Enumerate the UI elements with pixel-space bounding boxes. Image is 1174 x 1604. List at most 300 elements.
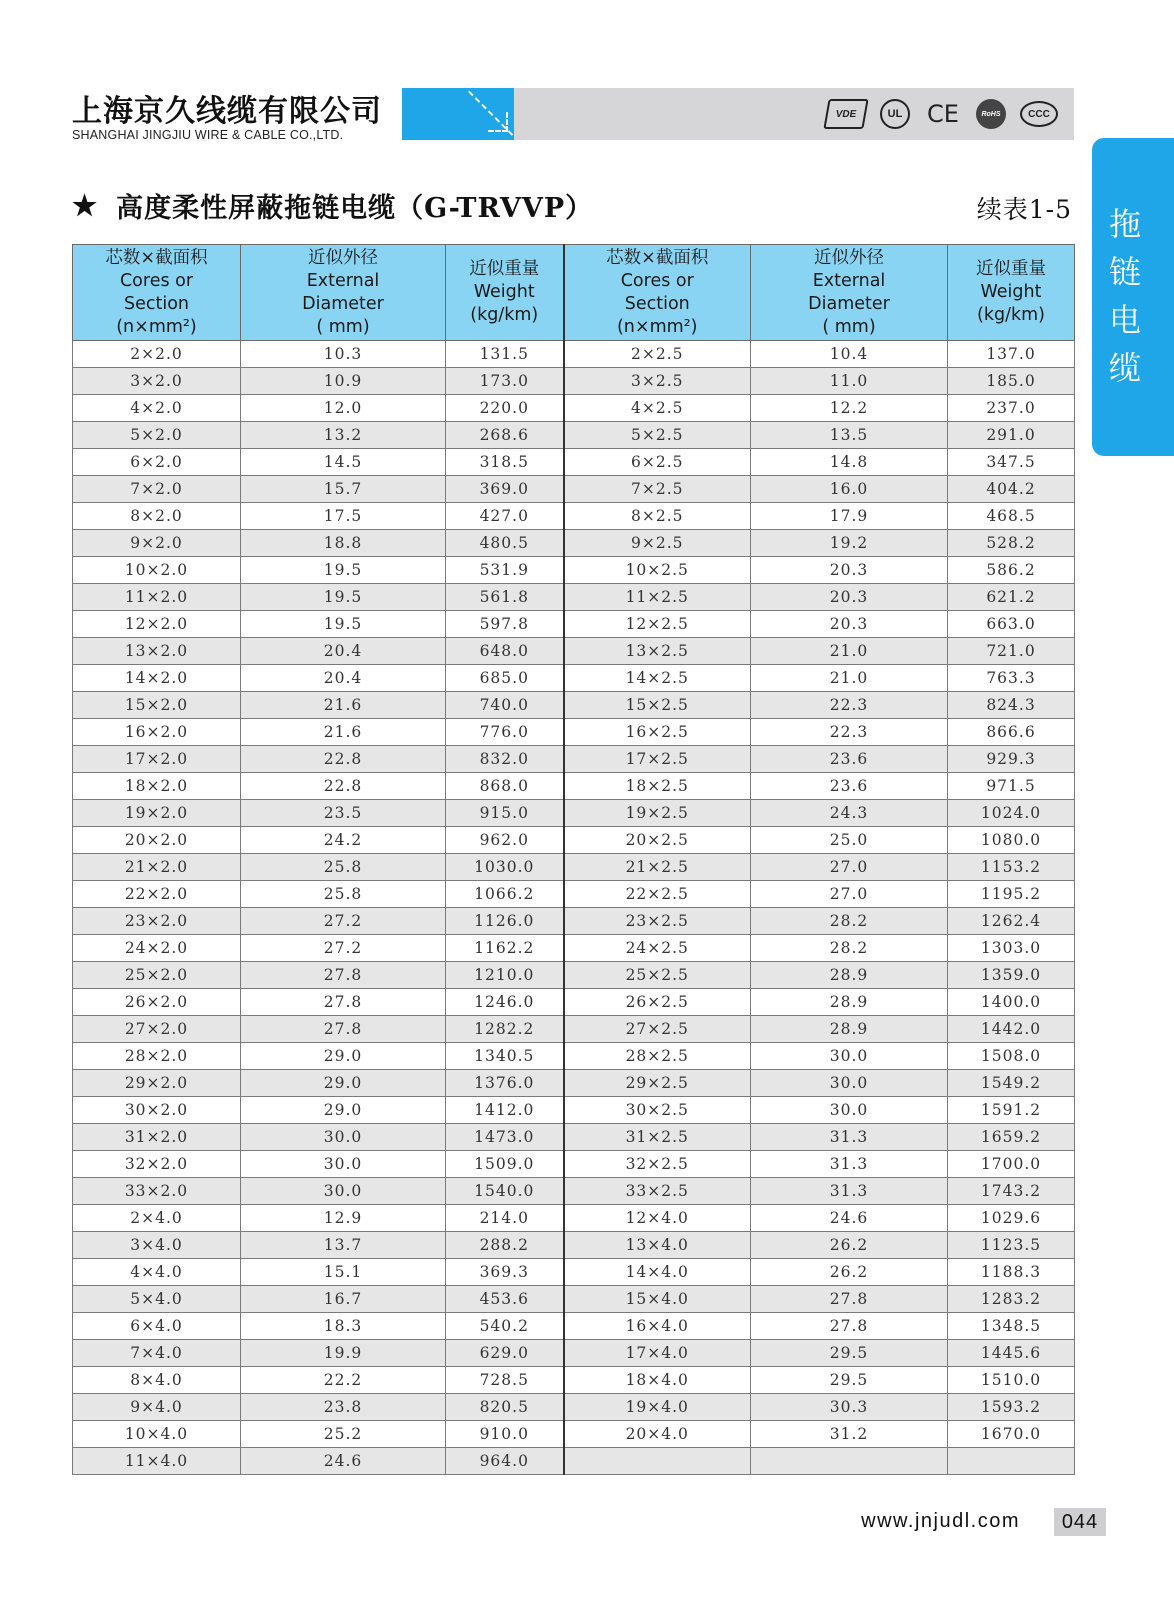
diameter-cell: 27.0 (751, 854, 948, 881)
weight-cell: 1126.0 (446, 908, 564, 935)
weight-cell: 531.9 (446, 557, 564, 584)
table-row (73, 395, 1075, 422)
diameter-cell: 19.5 (241, 584, 446, 611)
diameter-cell: 21.0 (751, 638, 948, 665)
cores-cell: 17×4.0 (564, 1340, 751, 1367)
cores-cell: 10×4.0 (73, 1421, 241, 1448)
weight-cell: 586.2 (948, 557, 1075, 584)
section-side-tab[interactable] (1092, 138, 1174, 456)
diameter-cell: 29.0 (241, 1043, 446, 1070)
weight-cell: 173.0 (446, 368, 564, 395)
table-row (73, 719, 1075, 746)
diameter-cell: 28.9 (751, 962, 948, 989)
table-row (73, 692, 1075, 719)
header-external-diameter (751, 245, 948, 341)
table-row (73, 935, 1075, 962)
header-line: Diameter (302, 293, 384, 314)
weight-cell: 1030.0 (446, 854, 564, 881)
header-line: Cores or (620, 270, 694, 291)
weight-cell: 237.0 (948, 395, 1075, 422)
diameter-cell: 15.1 (241, 1259, 446, 1286)
weight-cell: 820.5 (446, 1394, 564, 1421)
cores-cell: 5×2.5 (564, 422, 751, 449)
diameter-cell: 28.2 (751, 908, 948, 935)
diameter-cell: 28.9 (751, 989, 948, 1016)
weight-cell: 663.0 (948, 611, 1075, 638)
cores-cell: 21×2.0 (73, 854, 241, 881)
header-weight (948, 245, 1075, 341)
cores-cell: 13×2.0 (73, 638, 241, 665)
cores-cell: 9×2.5 (564, 530, 751, 557)
cores-cell: 24×2.0 (73, 935, 241, 962)
table-row (73, 557, 1075, 584)
diameter-cell: 31.3 (751, 1124, 948, 1151)
weight-cell: 868.0 (446, 773, 564, 800)
weight-cell: 1188.3 (948, 1259, 1075, 1286)
weight-cell: 832.0 (446, 746, 564, 773)
weight-cell: 1445.6 (948, 1340, 1075, 1367)
diameter-cell: 26.2 (751, 1232, 948, 1259)
table-row (73, 611, 1075, 638)
table-continuation-label: 续表1-5 (976, 195, 1072, 224)
table-row (73, 1016, 1075, 1043)
diameter-cell: 19.9 (241, 1340, 446, 1367)
cores-cell: 28×2.0 (73, 1043, 241, 1070)
table-row (73, 827, 1075, 854)
diameter-cell: 29.5 (751, 1367, 948, 1394)
cores-cell: 2×2.0 (73, 341, 241, 368)
weight-cell: 1591.2 (948, 1097, 1075, 1124)
cores-cell: 17×2.0 (73, 746, 241, 773)
table-row (73, 368, 1075, 395)
weight-cell: 597.8 (446, 611, 564, 638)
cores-cell: 20×2.5 (564, 827, 751, 854)
header-line: (n×mm²) (116, 316, 197, 337)
weight-cell: 1593.2 (948, 1394, 1075, 1421)
weight-cell: 1262.4 (948, 908, 1075, 935)
cores-cell: 8×4.0 (73, 1367, 241, 1394)
page-title (72, 186, 593, 225)
table-row (73, 1070, 1075, 1097)
weight-cell: 291.0 (948, 422, 1075, 449)
diameter-cell: 31.2 (751, 1421, 948, 1448)
cores-cell: 9×4.0 (73, 1394, 241, 1421)
cable-spec-table (72, 244, 1075, 1475)
cores-cell: 15×2.5 (564, 692, 751, 719)
cores-cell: 13×4.0 (564, 1232, 751, 1259)
side-tab-char: 电 (1108, 301, 1141, 339)
diameter-cell: 25.8 (241, 881, 446, 908)
table-row (73, 476, 1075, 503)
weight-cell: 1283.2 (948, 1286, 1075, 1313)
cores-cell: 5×2.0 (73, 422, 241, 449)
header-line: External (812, 270, 886, 291)
cores-cell: 24×2.5 (564, 935, 751, 962)
weight-cell: 728.5 (446, 1367, 564, 1394)
cores-cell: 26×2.5 (564, 989, 751, 1016)
diameter-cell: 12.0 (241, 395, 446, 422)
header-line: Section (624, 293, 690, 314)
diameter-cell: 19.5 (241, 557, 446, 584)
cores-cell: 14×2.5 (564, 665, 751, 692)
weight-cell: 929.3 (948, 746, 1075, 773)
diameter-cell: 29.0 (241, 1070, 446, 1097)
table-row (73, 1232, 1075, 1259)
diameter-cell: 30.0 (241, 1151, 446, 1178)
cores-cell: 12×4.0 (564, 1205, 751, 1232)
cores-cell: 6×4.0 (73, 1313, 241, 1340)
header-line: 近似重量 (469, 259, 540, 279)
table-row (73, 908, 1075, 935)
cores-cell: 26×2.0 (73, 989, 241, 1016)
cores-cell: 20×2.0 (73, 827, 241, 854)
diameter-cell: 27.8 (751, 1286, 948, 1313)
weight-cell: 480.5 (446, 530, 564, 557)
weight-cell: 131.5 (446, 341, 564, 368)
diameter-cell: 12.9 (241, 1205, 446, 1232)
diameter-cell: 10.9 (241, 368, 446, 395)
header-line: Weight (473, 282, 535, 302)
table-row (73, 962, 1075, 989)
cores-cell: 23×2.5 (564, 908, 751, 935)
header-cores-section (73, 245, 241, 341)
weight-cell: 220.0 (446, 395, 564, 422)
weight-cell (948, 1448, 1075, 1475)
header-accent-block (402, 88, 514, 140)
weight-cell: 740.0 (446, 692, 564, 719)
table-row (73, 341, 1075, 368)
weight-cell: 1442.0 (948, 1016, 1075, 1043)
header-line: 近似重量 (976, 259, 1046, 279)
diameter-cell: 20.3 (751, 611, 948, 638)
diameter-cell: 30.0 (241, 1124, 446, 1151)
header-line: 芯数×截面积 (105, 247, 208, 268)
diameter-cell: 21.0 (751, 665, 948, 692)
table-row (73, 1313, 1075, 1340)
page-title-text: 高度柔性屏蔽拖链电缆（G-TRVVP） (116, 193, 594, 224)
weight-cell: 915.0 (446, 800, 564, 827)
side-tab-char: 链 (1108, 253, 1141, 291)
star-icon: ★ (72, 189, 99, 222)
cores-cell: 19×4.0 (564, 1394, 751, 1421)
diameter-cell: 29.5 (751, 1340, 948, 1367)
diameter-cell: 14.8 (751, 449, 948, 476)
diameter-cell: 23.6 (751, 773, 948, 800)
weight-cell: 185.0 (948, 368, 1075, 395)
weight-cell: 1066.2 (446, 881, 564, 908)
cores-cell: 22×2.5 (564, 881, 751, 908)
cores-cell: 31×2.5 (564, 1124, 751, 1151)
diameter-cell: 25.2 (241, 1421, 446, 1448)
diameter-cell: 24.6 (241, 1448, 446, 1475)
weight-cell: 648.0 (446, 638, 564, 665)
weight-cell: 763.3 (948, 665, 1075, 692)
diameter-cell: 23.5 (241, 800, 446, 827)
table-row (73, 638, 1075, 665)
diameter-cell: 22.8 (241, 773, 446, 800)
cores-cell: 4×2.0 (73, 395, 241, 422)
weight-cell: 1510.0 (948, 1367, 1075, 1394)
diameter-cell: 21.6 (241, 719, 446, 746)
cores-cell: 27×2.0 (73, 1016, 241, 1043)
weight-cell: 824.3 (948, 692, 1075, 719)
weight-cell: 964.0 (446, 1448, 564, 1475)
table-row (73, 449, 1075, 476)
diameter-cell: 25.8 (241, 854, 446, 881)
weight-cell: 1029.6 (948, 1205, 1075, 1232)
cores-cell: 18×2.5 (564, 773, 751, 800)
diameter-cell: 20.4 (241, 638, 446, 665)
cores-cell: 23×2.0 (73, 908, 241, 935)
weight-cell: 404.2 (948, 476, 1075, 503)
weight-cell: 962.0 (446, 827, 564, 854)
ul-mark-icon: UL (880, 99, 910, 129)
weight-cell: 468.5 (948, 503, 1075, 530)
weight-cell: 347.5 (948, 449, 1075, 476)
company-name-cn: 上海京久线缆有限公司 (72, 94, 382, 129)
table-row (73, 854, 1075, 881)
cores-cell: 33×2.0 (73, 1178, 241, 1205)
table-row (73, 1340, 1075, 1367)
table-row (73, 1205, 1075, 1232)
weight-cell: 1540.0 (446, 1178, 564, 1205)
diameter-cell: 16.7 (241, 1286, 446, 1313)
cores-cell: 9×2.0 (73, 530, 241, 557)
cores-cell: 19×2.0 (73, 800, 241, 827)
weight-cell: 1195.2 (948, 881, 1075, 908)
cores-cell: 7×4.0 (73, 1340, 241, 1367)
cores-cell: 10×2.5 (564, 557, 751, 584)
cores-cell: 14×2.0 (73, 665, 241, 692)
diameter-cell: 11.0 (751, 368, 948, 395)
cores-cell: 28×2.5 (564, 1043, 751, 1070)
cores-cell: 3×2.5 (564, 368, 751, 395)
header-line: 近似外径 (814, 247, 884, 268)
header-external-diameter (241, 245, 446, 341)
header-line: 芯数×截面积 (606, 247, 709, 268)
weight-cell: 1743.2 (948, 1178, 1075, 1205)
diameter-cell: 22.3 (751, 719, 948, 746)
side-tab-char: 拖 (1108, 205, 1141, 243)
table-row (73, 665, 1075, 692)
table-row (73, 503, 1075, 530)
table-row (73, 1448, 1075, 1475)
weight-cell: 1508.0 (948, 1043, 1075, 1070)
table-row (73, 1367, 1075, 1394)
header-line: (n×mm²) (616, 316, 698, 337)
diameter-cell: 13.5 (751, 422, 948, 449)
diameter-cell: 17.5 (241, 503, 446, 530)
table-row (73, 1259, 1075, 1286)
table-row (73, 530, 1075, 557)
diameter-cell: 18.3 (241, 1313, 446, 1340)
cores-cell: 18×4.0 (564, 1367, 751, 1394)
cores-cell: 12×2.5 (564, 611, 751, 638)
diameter-cell: 19.2 (751, 530, 948, 557)
diameter-cell: 16.0 (751, 476, 948, 503)
table-row (73, 1178, 1075, 1205)
diameter-cell: 18.8 (241, 530, 446, 557)
weight-cell: 1153.2 (948, 854, 1075, 881)
diameter-cell (751, 1448, 948, 1475)
cores-cell: 15×4.0 (564, 1286, 751, 1313)
table-row (73, 584, 1075, 611)
cores-cell (564, 1448, 751, 1475)
diameter-cell: 23.6 (751, 746, 948, 773)
weight-cell: 971.5 (948, 773, 1075, 800)
diameter-cell: 27.2 (241, 908, 446, 935)
weight-cell: 369.3 (446, 1259, 564, 1286)
header-line: Cores or (119, 270, 194, 291)
table-row (73, 1043, 1075, 1070)
weight-cell: 214.0 (446, 1205, 564, 1232)
cores-cell: 7×2.0 (73, 476, 241, 503)
cores-cell: 13×2.5 (564, 638, 751, 665)
header-line: (kg/km) (470, 305, 539, 325)
weight-cell: 318.5 (446, 449, 564, 476)
page-number: 044 (1054, 1508, 1106, 1536)
cores-cell: 4×4.0 (73, 1259, 241, 1286)
cores-cell: 4×2.5 (564, 395, 751, 422)
diameter-cell: 22.3 (751, 692, 948, 719)
weight-cell: 629.0 (446, 1340, 564, 1367)
header-line: ( mm) (822, 316, 876, 337)
weight-cell: 621.2 (948, 584, 1075, 611)
diameter-cell: 13.7 (241, 1232, 446, 1259)
diameter-cell: 27.8 (241, 1016, 446, 1043)
diameter-cell: 23.8 (241, 1394, 446, 1421)
table-row (73, 422, 1075, 449)
weight-cell: 1509.0 (446, 1151, 564, 1178)
diameter-cell: 30.0 (751, 1097, 948, 1124)
ccc-mark-icon: CCC (1020, 101, 1058, 127)
diameter-cell: 30.3 (751, 1394, 948, 1421)
weight-cell: 1549.2 (948, 1070, 1075, 1097)
cores-cell: 11×2.0 (73, 584, 241, 611)
weight-cell: 1376.0 (446, 1070, 564, 1097)
weight-cell: 1282.2 (446, 1016, 564, 1043)
weight-cell: 1162.2 (446, 935, 564, 962)
weight-cell: 1659.2 (948, 1124, 1075, 1151)
diameter-cell: 30.0 (241, 1178, 446, 1205)
cores-cell: 6×2.5 (564, 449, 751, 476)
cores-cell: 3×4.0 (73, 1232, 241, 1259)
table-row (73, 800, 1075, 827)
diameter-cell: 19.5 (241, 611, 446, 638)
weight-cell: 721.0 (948, 638, 1075, 665)
diameter-cell: 22.2 (241, 1367, 446, 1394)
weight-cell: 776.0 (446, 719, 564, 746)
weight-cell: 1123.5 (948, 1232, 1075, 1259)
diameter-cell: 10.3 (241, 341, 446, 368)
cores-cell: 29×2.0 (73, 1070, 241, 1097)
cores-cell: 11×4.0 (73, 1448, 241, 1475)
diameter-cell: 20.3 (751, 584, 948, 611)
weight-cell: 1700.0 (948, 1151, 1075, 1178)
cores-cell: 19×2.5 (564, 800, 751, 827)
table-header-row (73, 245, 1075, 341)
table-row (73, 1097, 1075, 1124)
diameter-cell: 27.0 (751, 881, 948, 908)
diameter-cell: 27.8 (241, 962, 446, 989)
cores-cell: 10×2.0 (73, 557, 241, 584)
cores-cell: 15×2.0 (73, 692, 241, 719)
weight-cell: 685.0 (446, 665, 564, 692)
website-url[interactable]: www.jnjudl.com (861, 1510, 1020, 1532)
table-row (73, 1394, 1075, 1421)
diameter-cell: 20.4 (241, 665, 446, 692)
diameter-cell: 27.2 (241, 935, 446, 962)
diameter-cell: 30.0 (751, 1043, 948, 1070)
cores-cell: 14×4.0 (564, 1259, 751, 1286)
weight-cell: 1359.0 (948, 962, 1075, 989)
diameter-cell: 29.0 (241, 1097, 446, 1124)
vde-mark-icon: VDE (823, 99, 868, 129)
header-line: External (306, 270, 380, 291)
diameter-cell: 15.7 (241, 476, 446, 503)
table-row (73, 881, 1075, 908)
dashed-corner-icon (488, 112, 508, 132)
cores-cell: 8×2.5 (564, 503, 751, 530)
table-row (73, 773, 1075, 800)
weight-cell: 561.8 (446, 584, 564, 611)
weight-cell: 369.0 (446, 476, 564, 503)
cores-cell: 16×2.0 (73, 719, 241, 746)
weight-cell: 866.6 (948, 719, 1075, 746)
cores-cell: 21×2.5 (564, 854, 751, 881)
weight-cell: 1246.0 (446, 989, 564, 1016)
cores-cell: 30×2.0 (73, 1097, 241, 1124)
diameter-cell: 12.2 (751, 395, 948, 422)
table-row (73, 1286, 1075, 1313)
cores-cell: 12×2.0 (73, 611, 241, 638)
diameter-cell: 27.8 (241, 989, 446, 1016)
cores-cell: 2×4.0 (73, 1205, 241, 1232)
header-band (514, 88, 1074, 140)
weight-cell: 1670.0 (948, 1421, 1075, 1448)
company-name-en: SHANGHAI JINGJIU WIRE & CABLE CO.,LTD. (72, 128, 344, 142)
ce-mark-icon: CE (927, 100, 959, 128)
diameter-cell: 24.2 (241, 827, 446, 854)
cores-cell: 31×2.0 (73, 1124, 241, 1151)
diameter-cell: 21.6 (241, 692, 446, 719)
diameter-cell: 28.2 (751, 935, 948, 962)
cores-cell: 32×2.0 (73, 1151, 241, 1178)
diameter-cell: 20.3 (751, 557, 948, 584)
header-line: Section (123, 293, 190, 314)
weight-cell: 1340.5 (446, 1043, 564, 1070)
cores-cell: 32×2.5 (564, 1151, 751, 1178)
weight-cell: 1412.0 (446, 1097, 564, 1124)
diameter-cell: 28.9 (751, 1016, 948, 1043)
diameter-cell: 24.6 (751, 1205, 948, 1232)
cores-cell: 30×2.5 (564, 1097, 751, 1124)
diameter-cell: 17.9 (751, 503, 948, 530)
diameter-cell: 13.2 (241, 422, 446, 449)
diameter-cell: 14.5 (241, 449, 446, 476)
cores-cell: 7×2.5 (564, 476, 751, 503)
weight-cell: 453.6 (446, 1286, 564, 1313)
header-line: ( mm) (316, 316, 370, 337)
table-row (73, 1124, 1075, 1151)
weight-cell: 137.0 (948, 341, 1075, 368)
weight-cell: 427.0 (446, 503, 564, 530)
weight-cell: 540.2 (446, 1313, 564, 1340)
weight-cell: 528.2 (948, 530, 1075, 557)
diameter-cell: 22.8 (241, 746, 446, 773)
cores-cell: 22×2.0 (73, 881, 241, 908)
diameter-cell: 30.0 (751, 1070, 948, 1097)
